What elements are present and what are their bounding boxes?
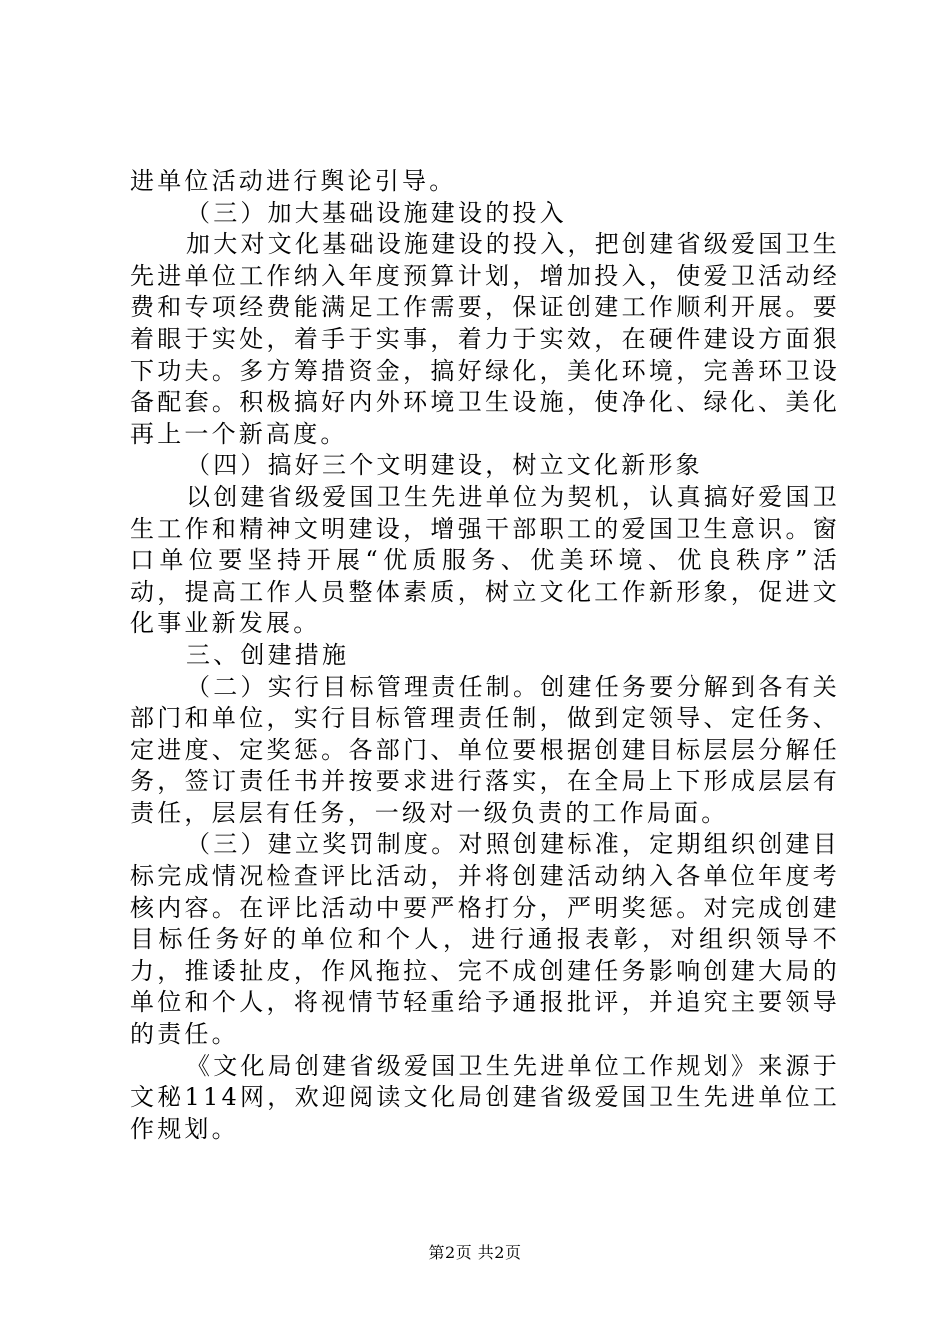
section-heading-measures: 三、创建措施	[186, 640, 350, 669]
paragraph-continuation: 进单位活动进行舆论引导。	[130, 167, 457, 195]
page-footer: 第2页 共2页	[428, 1243, 522, 1262]
paragraph-target-management: （二）实行目标管理责任制。创建任务要分解到各有关部门和单位，实行目标管理责任制，做到定领导、定任务、定进度、定奖惩。各部门、单位要根据创建目标层层分解任务，签订责任书并按要求进行落实，在全局上下形成层层有责任，层层有任务，一级对一级负责的工作局面。	[130, 672, 840, 827]
paragraph-infrastructure: 加大对文化基础设施建设的投入，把创建省级爱国卫生先进单位工作纳入年度预算计划，增加投入，使爱卫活动经费和专项经费能满足工作需要，保证创建工作顺利开展。要着眼于实处，着手于实事，着力于实效，在硬件建设方面狠下功夫。多方筹措资金，搞好绿化，美化环境，完善环卫设备配套。积极搞好内外环境卫生设施，使净化、绿化、美化再上一个新高度。	[130, 230, 840, 448]
paragraph-civilization: 以创建省级爱国卫生先进单位为契机，认真搞好爱国卫生工作和精神文明建设，增强干部职工的爱国卫生意识。窗口单位要坚持开展“优质服务、优美环境、优良秩序”活动，提高工作人员整体素质，树立文化工作新形象，促进文化事业新发展。	[130, 482, 840, 638]
paragraph-reward-punishment: （三）建立奖罚制度。对照创建标准，定期组织创建目标完成情况检查评比活动，并将创建活动纳入各单位年度考核内容。在评比活动中要严格打分，严明奖惩。对完成创建目标任务好的单位和个人，进行通报表彰，对组织领导不力，推诿扯皮，作风拖拉、完不成创建任务影响创建大局的单位和个人，将视情节轻重给予通报批评，并追究主要领导的责任。	[130, 830, 840, 1049]
document-body	[130, 166, 840, 1145]
section-heading-civilization: （四）搞好三个文明建设，树立文化新形象	[186, 451, 703, 480]
section-heading-infrastructure: （三）加大基础设施建设的投入	[186, 198, 567, 227]
paragraph-source-note: 《文化局创建省级爱国卫生先进单位工作规划》来源于文秘114网，欢迎阅读文化局创建省级爱国卫生先进单位工作规划。	[130, 1051, 840, 1143]
